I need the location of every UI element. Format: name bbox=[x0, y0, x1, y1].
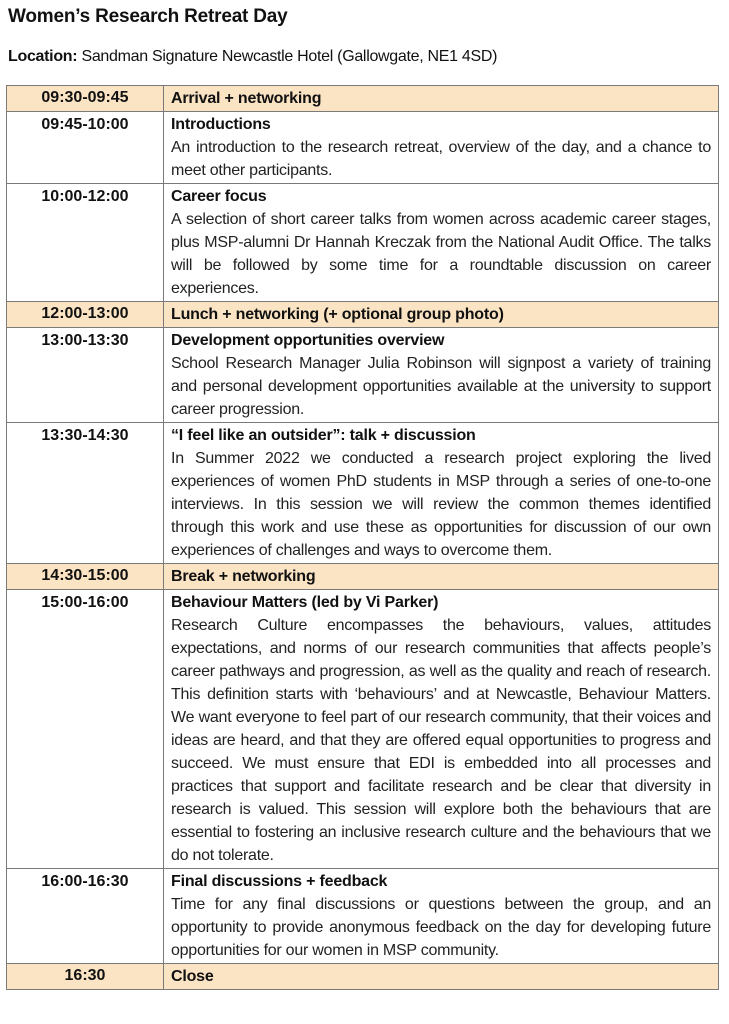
schedule-row bbox=[7, 86, 719, 112]
session-title: Break + networking bbox=[171, 568, 316, 585]
session-details bbox=[164, 564, 719, 590]
session-title: Introductions bbox=[171, 116, 271, 133]
session-description: School Research Manager Julia Robinson will signpost a variety of training and personal development opportunities available at the university to support career progression. bbox=[171, 355, 711, 418]
location-line bbox=[8, 48, 497, 66]
location-label: Location: bbox=[8, 48, 78, 65]
session-description: An introduction to the research retreat, overview of the day, and a chance to meet other participants. bbox=[171, 139, 711, 179]
session-time: 13:30-14:30 bbox=[7, 423, 164, 564]
session-title: Development opportunities overview bbox=[171, 332, 445, 349]
schedule-row bbox=[7, 302, 719, 328]
session-title: Career focus bbox=[171, 188, 267, 205]
session-time: 15:00-16:00 bbox=[7, 590, 164, 869]
session-title: Behaviour Matters (led by Vi Parker) bbox=[171, 594, 439, 611]
session-time: 13:00-13:30 bbox=[7, 328, 164, 423]
session-details bbox=[164, 423, 719, 564]
schedule-row bbox=[7, 112, 719, 184]
session-title: Final discussions + feedback bbox=[171, 873, 388, 890]
session-time: 16:00-16:30 bbox=[7, 869, 164, 964]
session-description: A selection of short career talks from women across academic career stages, plus MSP-alumni Dr Hannah Kreczak from the National Audit Office. The talks will be followed by some time for a roundtable discussion on career experiences. bbox=[171, 211, 711, 297]
session-time: 10:00-12:00 bbox=[7, 184, 164, 302]
schedule-row bbox=[7, 328, 719, 423]
session-details bbox=[164, 590, 719, 869]
session-time: 09:45-10:00 bbox=[7, 112, 164, 184]
session-details bbox=[164, 328, 719, 423]
session-title: “I feel like an outsider”: talk + discussion bbox=[171, 427, 476, 444]
session-details bbox=[164, 86, 719, 112]
session-details bbox=[164, 964, 719, 990]
page-title: Women’s Research Retreat Day bbox=[8, 6, 288, 27]
schedule-table bbox=[6, 85, 719, 990]
session-title: Arrival + networking bbox=[171, 90, 322, 107]
session-details bbox=[164, 302, 719, 328]
schedule-row bbox=[7, 564, 719, 590]
session-time: 09:30-09:45 bbox=[7, 86, 164, 112]
session-time: 12:00-13:00 bbox=[7, 302, 164, 328]
session-details bbox=[164, 869, 719, 964]
session-description: In Summer 2022 we conducted a research project exploring the lived experiences of women PhD students in MSP through a series of one-to-one interviews. In this session we will review the common themes identified through this work and use these as opportunities for discussion of our own experiences of challenges and ways to overcome them. bbox=[171, 450, 711, 559]
session-title: Close bbox=[171, 968, 214, 985]
schedule-row bbox=[7, 184, 719, 302]
session-time: 16:30 bbox=[7, 964, 164, 990]
session-description: Time for any final discussions or questions between the group, and an opportunity to provide anonymous feedback on the day for developing future opportunities for our women in MSP community. bbox=[171, 896, 711, 959]
session-time: 14:30-15:00 bbox=[7, 564, 164, 590]
session-title: Lunch + networking (+ optional group photo) bbox=[171, 306, 504, 323]
session-description: Research Culture encompasses the behaviours, values, attitudes expectations, and norms of our research communities that affects people’s career pathways and progression, as well as the quality and reach of research. This definition starts with ‘behaviours’ and at Newcastle, Behaviour Matters. We want everyone to feel part of our research community, that their voices and ideas are heard, and that they are offered equal opportunities to progress and succeed. We must ensure that EDI is embedded into all processes and practices that support and facilitate research and be clear that diversity in research is valued. This session will explore both the behaviours that are essential to fostering an inclusive research culture and the behaviours that we do not tolerate. bbox=[171, 617, 711, 864]
session-details bbox=[164, 112, 719, 184]
schedule-row bbox=[7, 423, 719, 564]
location-value: Sandman Signature Newcastle Hotel (Gallowgate, NE1 4SD) bbox=[77, 48, 498, 65]
schedule-row bbox=[7, 964, 719, 990]
schedule-row bbox=[7, 590, 719, 869]
session-details bbox=[164, 184, 719, 302]
schedule-row bbox=[7, 869, 719, 964]
